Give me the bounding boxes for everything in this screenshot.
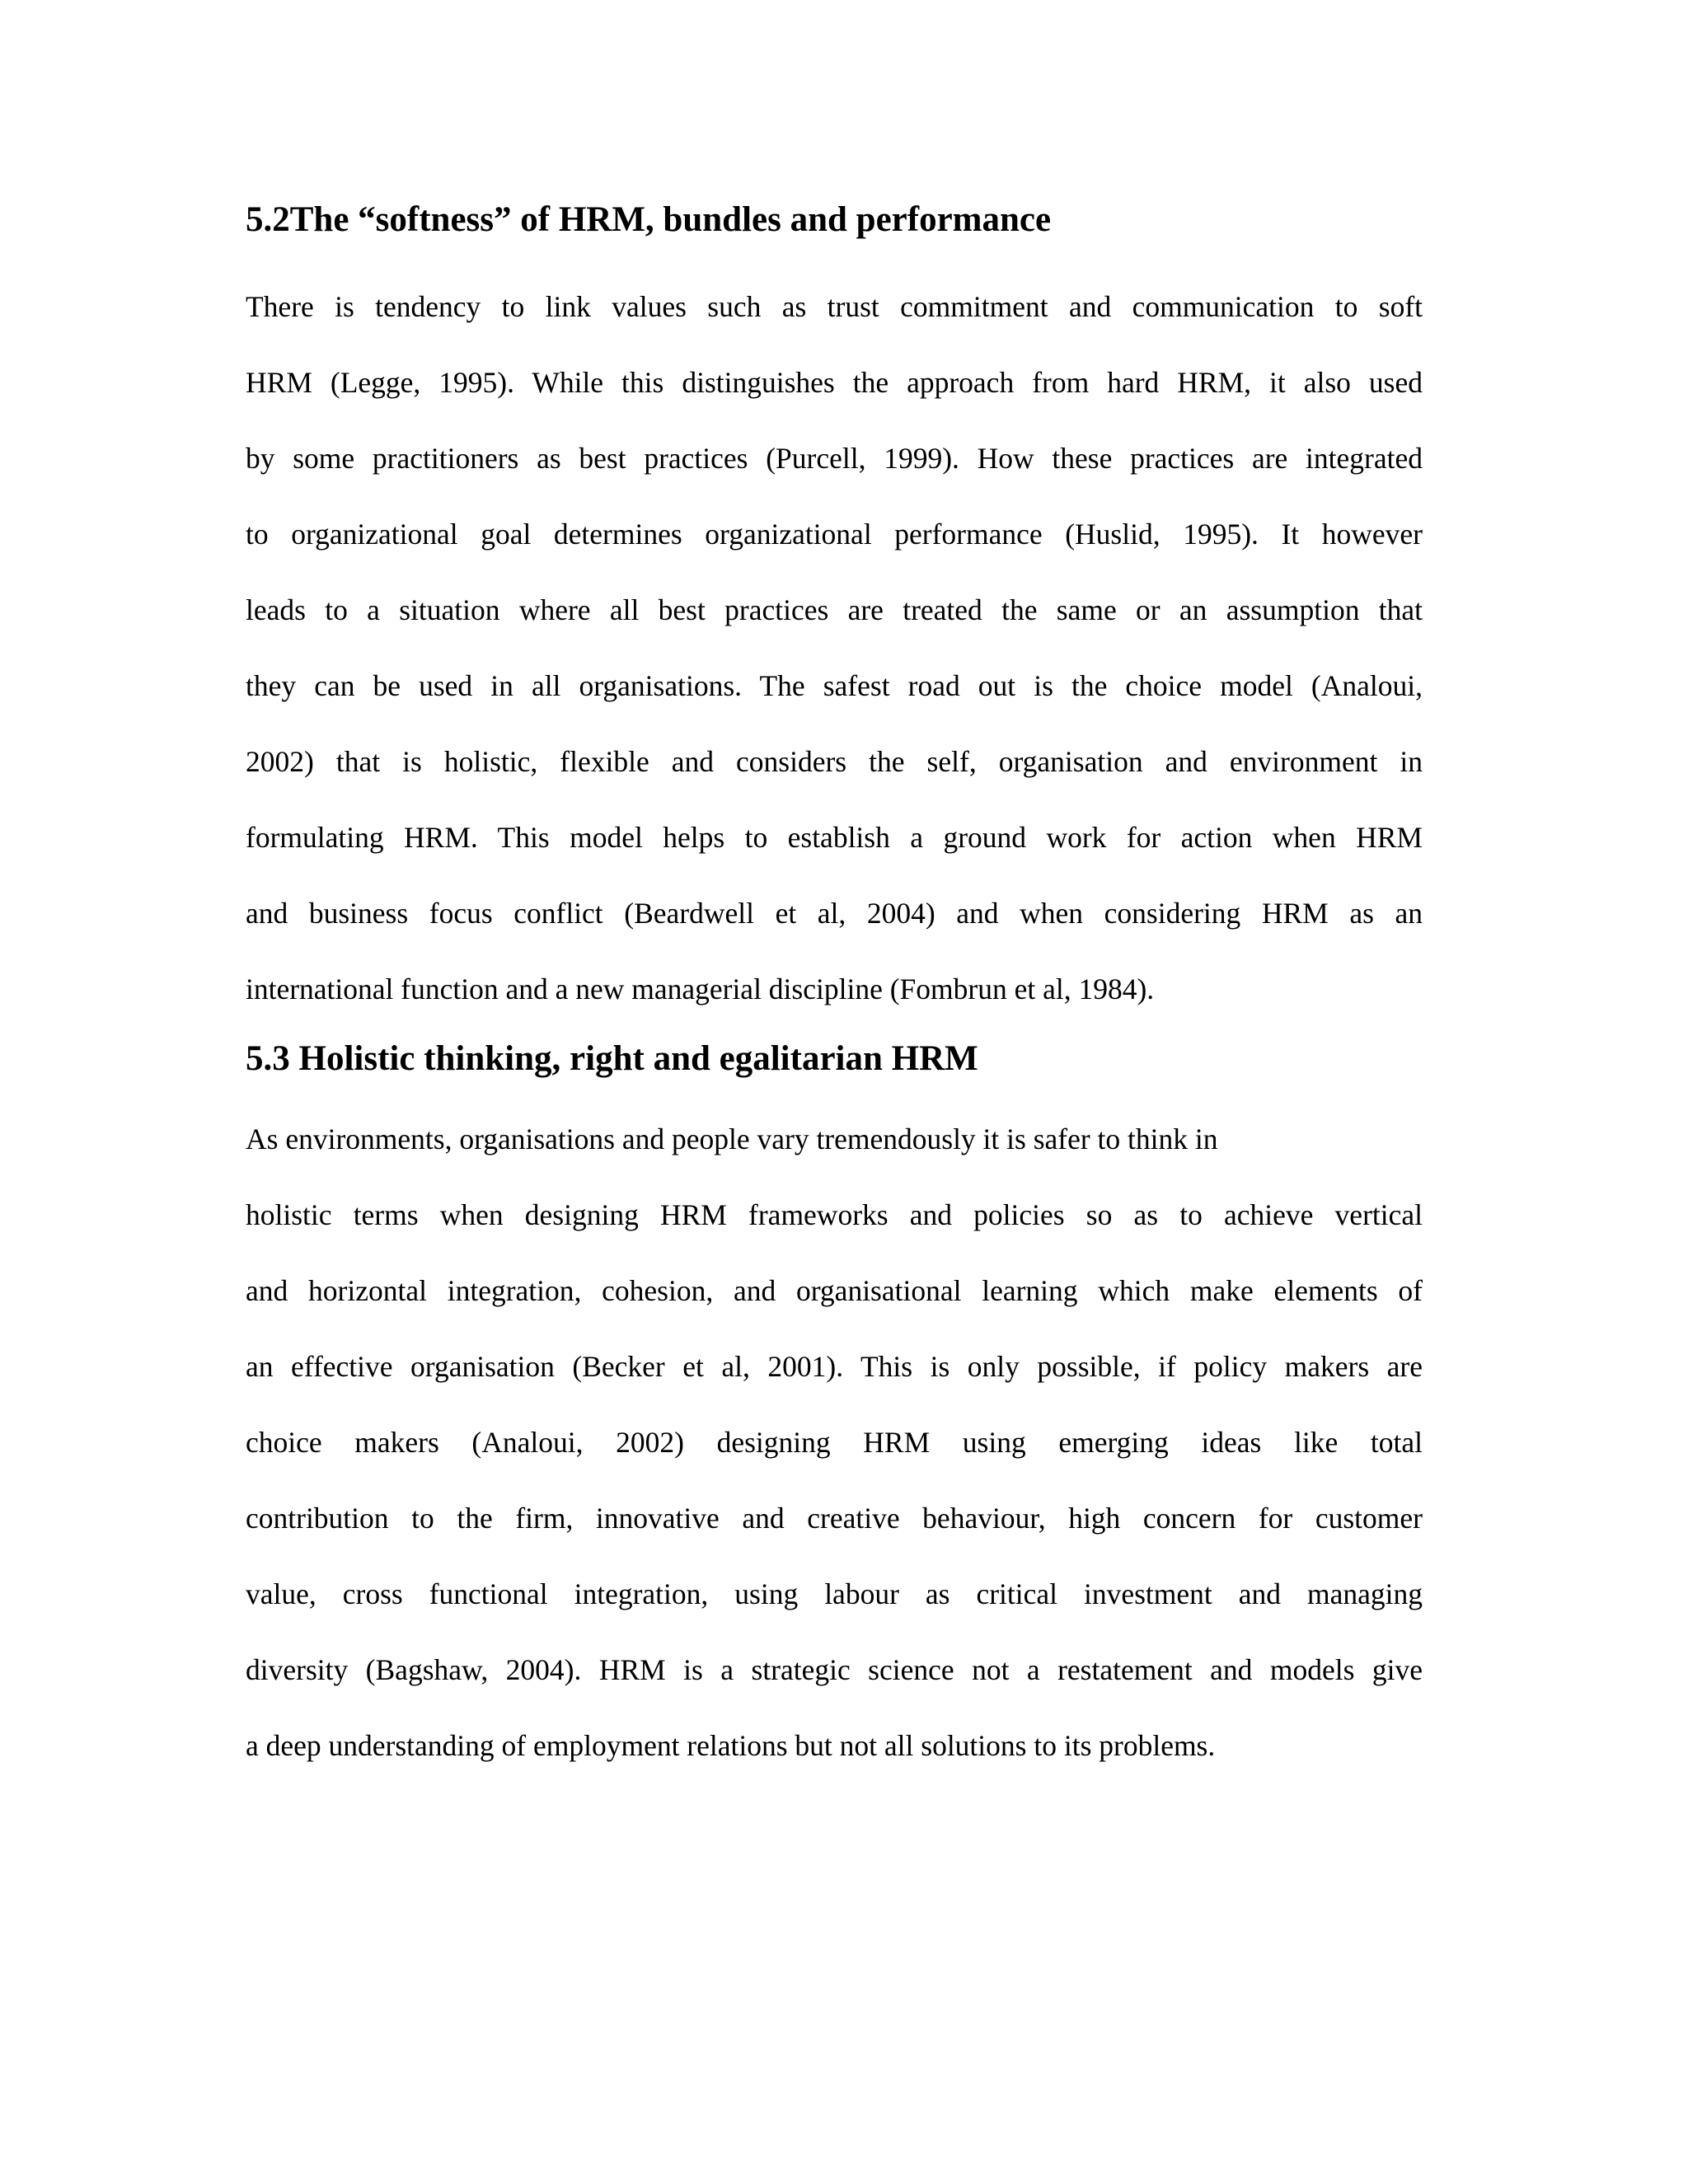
- paragraph-line: There is tendency to link values such as trust commitment and communication to soft: [246, 290, 1423, 323]
- paragraph-line: and horizontal integration, cohesion, and organisational learning which make elements of: [246, 1274, 1423, 1307]
- paragraph-line: leads to a situation where all best practices are treated the same or an assumption that: [246, 593, 1423, 626]
- paragraph-line: diversity (Bagshaw, 2004). HRM is a strategic science not a restatement and models give: [246, 1653, 1423, 1686]
- paragraph-line: As environments, organisations and people vary tremendously it is safer to think in: [246, 1122, 1218, 1155]
- paragraph-line: they can be used in all organisations. The safest road out is the choice model (Analoui,: [246, 669, 1423, 702]
- section-heading-5-3: 5.3 Holistic thinking, right and egalitarian HRM: [246, 1039, 978, 1078]
- paragraph-line: international function and a new managerial discipline (Fombrun et al, 1984).: [246, 972, 1155, 1005]
- paragraph-line: HRM (Legge, 1995). While this distinguishes the approach from hard HRM, it also used: [246, 366, 1423, 399]
- paragraph-line: and business focus conflict (Beardwell et al, 2004) and when considering HRM as an: [246, 897, 1423, 930]
- paragraph-line: by some practitioners as best practices (Purcell, 1999). How these practices are integrated: [246, 442, 1423, 475]
- document-page: [246, 190, 1423, 1783]
- paragraph-line: a deep understanding of employment relations but not all solutions to its problems.: [246, 1729, 1216, 1762]
- section-5-3-paragraph: [246, 1101, 1423, 1783]
- section-heading-5-2: 5.2The “softness” of HRM, bundles and performance: [246, 200, 1052, 239]
- paragraph-line: formulating HRM. This model helps to establish a ground work for action when HRM: [246, 821, 1423, 854]
- paragraph-line: choice makers (Analoui, 2002) designing HRM using emerging ideas like total: [246, 1426, 1423, 1459]
- paragraph-line: holistic terms when designing HRM frameworks and policies so as to achieve vertical: [246, 1198, 1423, 1231]
- paragraph-line: 2002) that is holistic, flexible and considers the self, organisation and environment in: [246, 745, 1423, 778]
- paragraph-line: to organizational goal determines organizational performance (Huslid, 1995). It however: [246, 518, 1423, 551]
- paragraph-line: value, cross functional integration, using labour as critical investment and managing: [246, 1577, 1423, 1610]
- paragraph-line: an effective organisation (Becker et al, 2001). This is only possible, if policy makers are: [246, 1350, 1423, 1383]
- paragraph-line: contribution to the firm, innovative and creative behaviour, high concern for customer: [246, 1502, 1423, 1535]
- section-5-2-paragraph: [246, 269, 1423, 1027]
